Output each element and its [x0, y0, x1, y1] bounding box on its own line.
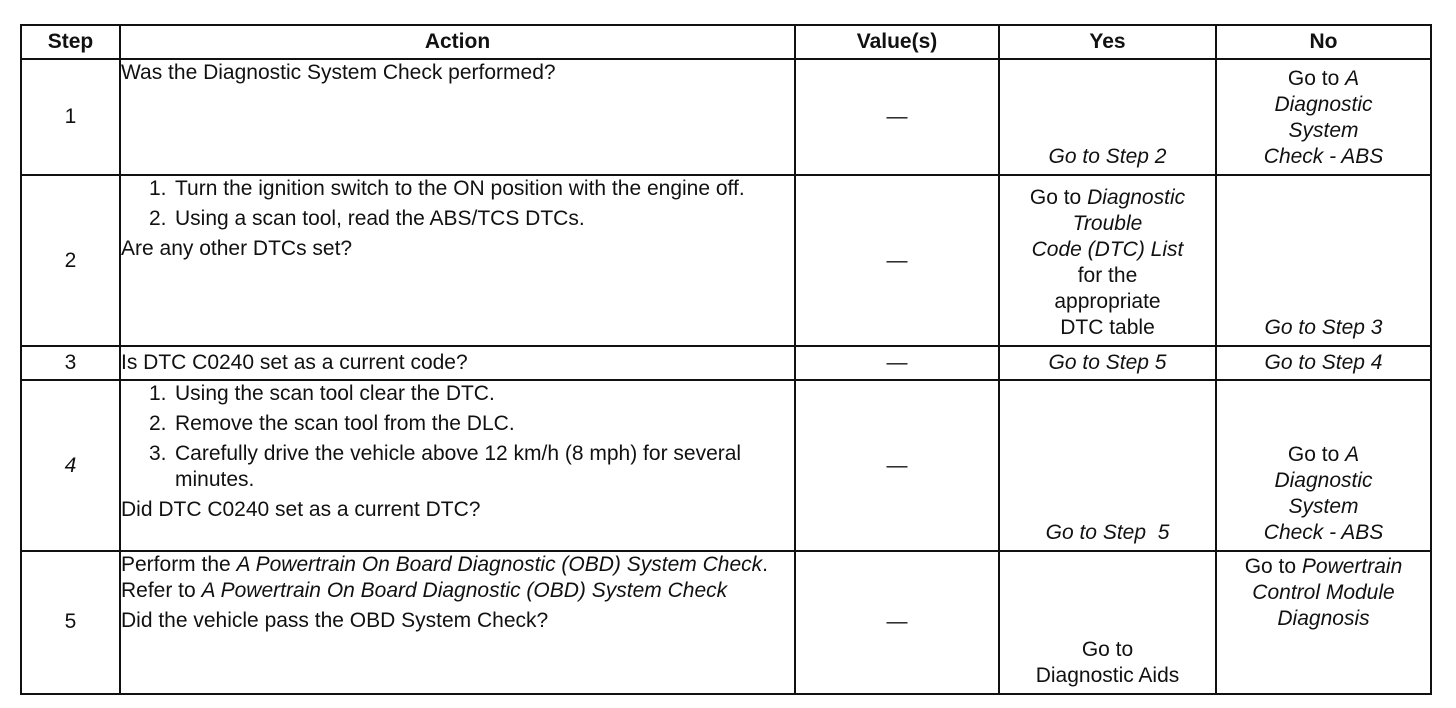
value-cell: — [795, 551, 999, 694]
no-link: A [1345, 67, 1360, 91]
no-link: System [1288, 494, 1359, 518]
table-row [21, 551, 1431, 694]
table-row [21, 59, 1431, 175]
no-link: Go to Step 4 [1264, 351, 1383, 375]
diagnostic-table [20, 24, 1432, 695]
action-question: Was the Diagnostic System Check performed? [121, 61, 556, 84]
value-cell: — [795, 380, 999, 550]
no-text: Go to [1287, 442, 1346, 466]
no-link: Check - ABS [1263, 145, 1384, 169]
action-step: 1. Using the scan tool clear the DTC. [149, 382, 495, 406]
table-row [21, 175, 1431, 346]
value-cell: — [795, 175, 999, 346]
action-question: Are any other DTCs set? [121, 237, 353, 261]
header-step: Step [21, 25, 120, 59]
no-text: Go to [1244, 554, 1302, 578]
yes-text: Go to [1029, 186, 1088, 210]
action-cell [120, 380, 795, 550]
no-cell [1216, 175, 1431, 346]
yes-cell [999, 175, 1216, 346]
yes-link: Diagnostic [1087, 186, 1186, 210]
action-cell [120, 551, 795, 694]
action-steps [121, 176, 794, 232]
header-no: No [1216, 25, 1431, 59]
action-step: 3. Carefully drive the vehicle above 12 km/h (8 mph) for several minutes. [149, 442, 742, 492]
step-number: 3 [21, 346, 120, 380]
no-cell [1216, 59, 1431, 175]
step-number: 2 [21, 175, 120, 346]
action-question: Did DTC C0240 set as a current DTC? [121, 498, 481, 522]
action-cell [120, 59, 795, 175]
yes-text: for the [1077, 264, 1138, 288]
no-link: Control Module [1252, 580, 1395, 604]
yes-link: Trouble [1072, 212, 1143, 236]
step-number: 4 [21, 380, 120, 550]
yes-link: Go to Step 5 [1045, 520, 1170, 544]
action-step: 1. Turn the ignition switch to the ON position with the engine off. [149, 177, 745, 201]
no-cell [1216, 346, 1431, 380]
no-link: Diagnostic [1274, 468, 1373, 492]
yes-text: Diagnostic Aids [1035, 664, 1180, 687]
action-step: 2. Using a scan tool, read the ABS/TCS DTCs. [149, 207, 585, 231]
action-cell [120, 175, 795, 346]
no-link: Go to Step 3 [1264, 316, 1383, 340]
no-link: Diagnosis [1277, 606, 1370, 630]
no-link: A [1345, 442, 1360, 466]
action-cell [120, 346, 795, 380]
no-cell [1216, 380, 1431, 550]
header-action: Action [120, 25, 795, 59]
action-question: Did the vehicle pass the OBD System Check? [121, 608, 549, 632]
action-paragraph: Perform the A Powertrain On Board Diagnostic (OBD) System Check. Refer to A Powertrain On Board Diagnostic (OBD) System Check [121, 552, 768, 602]
yes-link: Go to Step 5 [1048, 351, 1167, 375]
no-text: Go to [1287, 67, 1346, 91]
action-step: 2. Remove the scan tool from the DLC. [149, 412, 515, 436]
no-link: Diagnostic [1274, 93, 1373, 117]
action-question: Is DTC C0240 set as a current code? [121, 351, 468, 375]
no-link: Check - ABS [1263, 520, 1384, 544]
no-link: System [1288, 119, 1359, 143]
yes-text: Go to [1081, 638, 1134, 661]
step-number: 1 [21, 59, 120, 175]
table-row [21, 380, 1431, 550]
yes-cell [999, 59, 1216, 175]
yes-cell [999, 380, 1216, 550]
yes-cell [999, 551, 1216, 694]
table-row [21, 346, 1431, 380]
yes-link: Go to Step 2 [1048, 145, 1167, 169]
no-cell [1216, 551, 1431, 694]
yes-link: Code (DTC) List [1031, 238, 1184, 262]
action-steps [121, 381, 794, 493]
header-row [21, 25, 1431, 59]
no-link: Powertrain [1301, 554, 1403, 578]
step-number: 5 [21, 551, 120, 694]
header-yes: Yes [999, 25, 1216, 59]
yes-text: DTC table [1060, 316, 1155, 340]
header-values: Value(s) [795, 25, 999, 59]
value-cell: — [795, 346, 999, 380]
yes-cell [999, 346, 1216, 380]
value-cell: — [795, 59, 999, 175]
yes-text: appropriate [1054, 290, 1161, 314]
